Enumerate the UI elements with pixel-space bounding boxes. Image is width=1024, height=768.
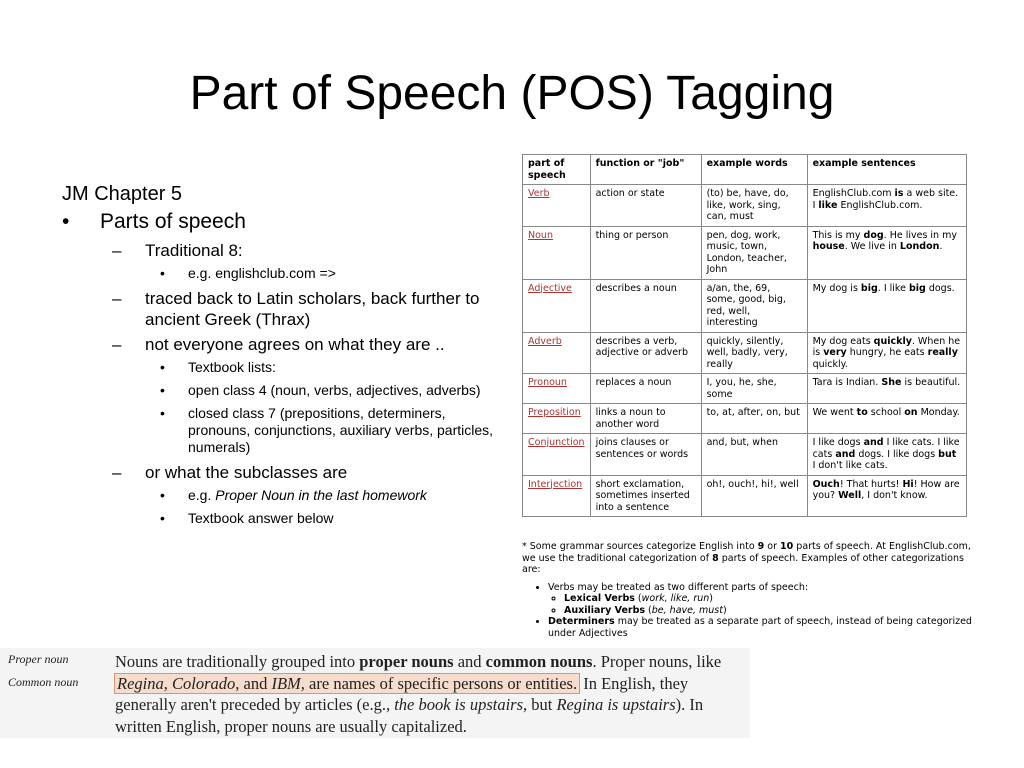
sentence-text: . He lives in my (883, 229, 957, 241)
cell-example-words: (to) be, have, do, like, work, sing, can, must (701, 185, 807, 227)
table-body (523, 185, 967, 517)
table-row (523, 279, 967, 332)
table-row (523, 185, 967, 227)
bullet-text: e.g. englishclub.com => (188, 265, 336, 281)
footnote-paragraph (522, 541, 972, 576)
sub-sub-bullet-answer-below (160, 510, 502, 527)
sentence-keyword: on (904, 407, 918, 418)
excerpt-text: ). In written English, proper nouns are usually capitalized. (115, 695, 704, 736)
excerpt-term: proper nouns (359, 652, 454, 671)
cell-example-sentences (807, 226, 966, 279)
sentence-text: . When he is (812, 335, 961, 358)
margin-label-common-noun: Common noun (8, 675, 79, 689)
sentence-text: is beautiful. (901, 377, 961, 388)
sentence-text: Monday. (917, 407, 960, 418)
table-row (523, 404, 967, 434)
cell-part-of-speech (523, 475, 591, 517)
bullet-text: Textbook answer below (188, 510, 334, 526)
sentence-text: quickly. (812, 358, 848, 370)
footnote-text: or (764, 541, 781, 552)
pos-link[interactable]: Conjunction (528, 437, 585, 448)
footnote-item-determiners (548, 616, 972, 639)
sentence-keyword: big (860, 282, 878, 294)
excerpt-text: Nouns are traditionally grouped into (115, 652, 360, 671)
highlighted-phrase (115, 674, 579, 693)
footnote-text: parts of speech. At EnglishClub.com, we use the traditional categorization of (522, 541, 971, 564)
footnote-item-verbs (548, 582, 972, 617)
bullet-text: open class 4 (noun, verbs, adjectives, adverbs) (188, 382, 481, 398)
cell-example-words: and, but, when (701, 434, 807, 476)
bullet-marker: • (160, 359, 165, 375)
sentence-keyword: and (863, 437, 884, 448)
footnote-text: ( (645, 604, 652, 616)
cell-example-sentences (807, 279, 966, 332)
excerpt-term: common nouns (485, 652, 593, 671)
footnote-text: parts of speech. Examples of other categorizations are: (522, 552, 964, 575)
sentence-keyword: but (938, 448, 957, 460)
sentence-keyword: London (899, 241, 940, 252)
cell-example-words: oh!, ouch!, hi!, well (701, 475, 807, 517)
bullet-text: or what the subclasses are (145, 463, 348, 482)
bullet-text: Parts of speech (100, 210, 246, 233)
sentence-text: , I don't know. (861, 490, 928, 501)
excerpt-italic: IBM (271, 673, 301, 693)
excerpt-italic: Regina is upstairs (556, 695, 676, 714)
table-row (523, 374, 967, 404)
bullet-marker: • (160, 405, 165, 421)
cell-part-of-speech (523, 332, 591, 374)
sentence-text: ! How are you? (812, 478, 960, 501)
sub-sub-bullet-textbook-lists (160, 359, 502, 376)
cell-example-words: pen, dog, work, music, town, London, teacher, John (701, 226, 807, 279)
sub-bullet-not-everyone (112, 334, 502, 355)
sub-sub-bullet-closed-class (160, 405, 502, 456)
footnote-bold: Lexical Verbs (564, 593, 635, 604)
footnote-item-auxiliary (564, 605, 972, 617)
excerpt-text: , and (235, 673, 272, 693)
cell-function: joins clauses or sentences or words (590, 434, 701, 476)
sub-bullet-traditional (112, 240, 502, 261)
cell-part-of-speech (523, 434, 591, 476)
dash-marker: – (112, 335, 122, 354)
sentence-keyword: like (818, 199, 838, 211)
header-function: function or "job" (590, 155, 701, 185)
footnote-sublist (548, 593, 972, 616)
sentence-text: school (867, 407, 905, 418)
footnote-italic: work, like, run (641, 593, 710, 604)
bullet-marker: • (62, 210, 70, 233)
sentence-keyword: quickly (873, 335, 912, 347)
pos-link[interactable]: Preposition (528, 407, 581, 418)
sentence-keyword: big (908, 282, 926, 294)
sub-sub-bullet-proper-noun (160, 487, 502, 504)
cell-part-of-speech (523, 185, 591, 227)
sentence-keyword: is (894, 188, 904, 199)
cell-part-of-speech (523, 374, 591, 404)
header-example-sentences: example sentences (807, 155, 966, 185)
bullet-marker: • (160, 382, 165, 398)
footnote-text: * Some grammar sources categorize English into (522, 541, 758, 552)
footnote-bold: 9 (757, 541, 765, 552)
sentence-text: . (939, 241, 943, 252)
cell-function: describes a noun (590, 279, 701, 332)
sentence-text: I like dogs (812, 437, 864, 448)
table-row (523, 434, 967, 476)
sentence-text: This is my (812, 229, 864, 241)
bullet-text: closed class 7 (prepositions, determiners, pronouns, conjunctions, auxiliary verbs, particles, numerals) (188, 405, 494, 455)
cell-part-of-speech (523, 279, 591, 332)
sub-bullet-subclasses (112, 462, 502, 483)
table-footnote (522, 541, 972, 639)
sentence-text: . We live in (844, 241, 900, 252)
sentence-text: hungry, he eats (846, 347, 928, 358)
sentence-text: EnglishClub.com (812, 188, 895, 199)
cell-example-sentences (807, 332, 966, 374)
cell-example-sentences (807, 374, 966, 404)
eg-prefix: e.g. (188, 487, 216, 503)
excerpt-text: . Proper nouns, like (592, 652, 722, 671)
sentence-keyword: house (812, 241, 845, 252)
table-header-row (523, 155, 967, 185)
sentence-keyword: She (881, 377, 902, 388)
pos-link[interactable]: Adverb (528, 335, 562, 347)
sentence-keyword: really (927, 347, 958, 358)
header-example-words: example words (701, 155, 807, 185)
pos-link[interactable]: Pronoun (528, 377, 567, 388)
footnote-bold: Auxiliary Verbs (564, 604, 646, 616)
excerpt-text: In English, they generally aren't preceded by articles (e.g., (115, 673, 689, 714)
pos-table (522, 154, 967, 517)
pos-link[interactable]: Interjection (528, 478, 583, 490)
cell-function: short exclamation, sometimes inserted into a sentence (590, 475, 701, 517)
sentence-text: dogs. I like dogs (855, 448, 939, 460)
sentence-text: dogs. (925, 282, 955, 294)
sentence-keyword: dog (863, 229, 884, 241)
footnote-text: Verbs may be treated as two different parts of speech: (548, 581, 809, 593)
sentence-text: ! That hurts! (839, 478, 903, 490)
header-part-of-speech: part of speech (523, 155, 591, 185)
cell-example-words: quickly, silently, well, badly, very, really (701, 332, 807, 374)
sentence-keyword: Hi (902, 478, 914, 490)
footnote-text: ( (634, 593, 642, 604)
sentence-text: We went (812, 407, 857, 418)
pos-link[interactable]: Noun (528, 229, 553, 241)
excerpt-italic: Colorado (172, 673, 236, 693)
excerpt-text: , are names of specific persons or entities. (300, 673, 578, 693)
bullet-text: traced back to Latin scholars, back further to ancient Greek (Thrax) (145, 289, 480, 329)
cell-example-sentences (807, 404, 966, 434)
cell-example-words: to, at, after, on, but (701, 404, 807, 434)
sentence-text: . I like (877, 282, 909, 294)
table-row (523, 475, 967, 517)
footnote-italic: be, have, must (651, 604, 723, 616)
sentence-text: My dog eats (812, 335, 874, 347)
sentence-keyword: Well (838, 490, 862, 501)
chapter-reference: JM Chapter 5 (62, 183, 183, 205)
sentence-text: EnglishClub.com. (837, 199, 923, 211)
cell-part-of-speech (523, 404, 591, 434)
excerpt-italic: Regina (117, 673, 164, 693)
sentence-text: Tara is Indian. (812, 377, 882, 388)
pos-link[interactable]: Verb (528, 188, 550, 199)
excerpt-text: and (453, 652, 486, 671)
cell-part-of-speech (523, 226, 591, 279)
footnote-item-lexical (564, 593, 972, 605)
cell-example-sentences (807, 185, 966, 227)
cell-function: thing or person (590, 226, 701, 279)
cell-example-sentences (807, 475, 966, 517)
bullet-text: Textbook lists: (188, 359, 276, 375)
footnote-bold: 8 (712, 552, 719, 564)
cell-function: action or state (590, 185, 701, 227)
bullet-text: not everyone agrees on what they are .. (145, 335, 445, 354)
cell-function: replaces a noun (590, 374, 701, 404)
cell-function: describes a verb, adjective or adverb (590, 332, 701, 374)
cell-example-words: I, you, he, she, some (701, 374, 807, 404)
sub-bullet-traced-back (112, 288, 502, 330)
bullet-marker: • (160, 510, 165, 526)
bullet-text (188, 487, 427, 504)
sentence-keyword: and (835, 448, 856, 460)
sentence-keyword: Ouch (812, 478, 840, 490)
cell-example-words: a/an, the, 69, some, good, big, red, well, interesting (701, 279, 807, 332)
bullet-text: Traditional 8: (145, 241, 243, 260)
footnote-bold: 10 (780, 541, 794, 552)
sub-sub-bullet-englishclub (160, 265, 502, 282)
cell-example-sentences (807, 434, 966, 476)
cell-function: links a noun to another word (590, 404, 701, 434)
footnote-text: may be treated as a separate part of speech, instead of being categorized under Adjectives (548, 616, 972, 639)
textbook-excerpt (115, 651, 735, 737)
sub-sub-bullet-open-class (160, 382, 502, 399)
dash-marker: – (112, 241, 122, 260)
bullet-marker: • (160, 265, 165, 281)
sentence-text: I don't like cats. (812, 460, 888, 471)
footnote-bold: Determiners (548, 616, 615, 627)
sentence-text: My dog is (812, 282, 861, 294)
pos-link[interactable]: Adjective (528, 282, 572, 294)
eg-proper-noun: Proper Noun in the last homework (215, 487, 427, 503)
excerpt-text: , but (523, 695, 557, 714)
bullet-marker: • (160, 487, 165, 503)
sentence-text: a web site. I (812, 188, 959, 211)
sentence-text: I like cats. I like cats (812, 437, 960, 460)
bullet-list (62, 183, 502, 533)
footnote-text: ) (709, 593, 714, 604)
bullet-parts-of-speech (62, 210, 502, 234)
margin-label-proper-noun: Proper noun (8, 652, 69, 666)
sentence-keyword: very (823, 347, 847, 358)
table-row (523, 332, 967, 374)
slide-title: Part of Speech (POS) Tagging (189, 67, 835, 120)
footnote-text: ) (722, 604, 727, 616)
excerpt-italic: the book is upstairs (394, 695, 523, 714)
excerpt-text: , (163, 673, 172, 693)
dash-marker: – (112, 463, 122, 482)
sentence-keyword: to (856, 407, 868, 418)
dash-marker: – (112, 289, 122, 308)
table-row (523, 226, 967, 279)
footnote-list (522, 582, 972, 640)
